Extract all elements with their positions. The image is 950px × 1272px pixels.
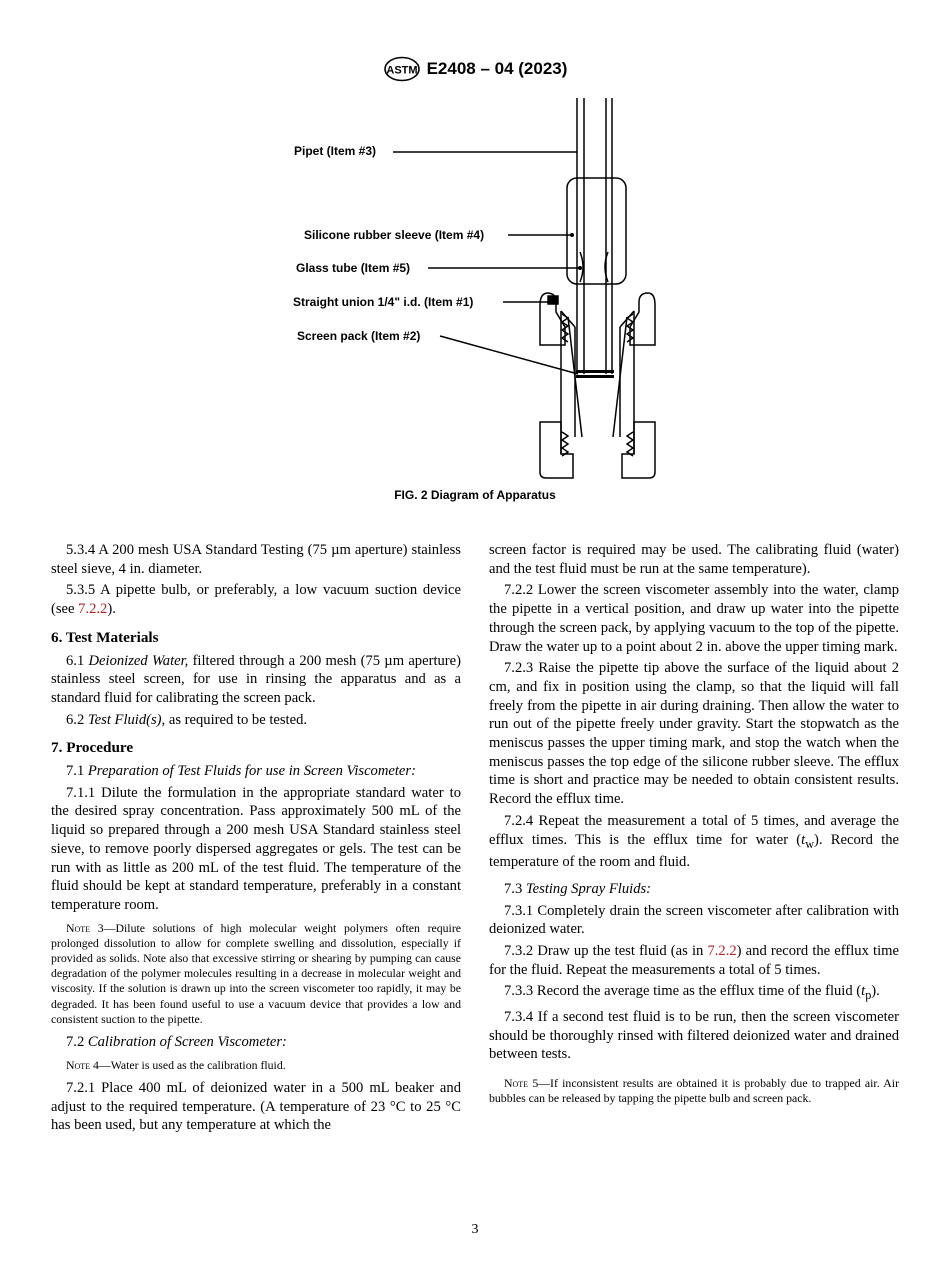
para-7-2-3: 7.2.3 Raise the pipette tip above the surface of the liquid about 2 cm, and fix in position using the clamp, so that the liquid will fall freely from the pipette in air during draining. Then allow the water to run out of the pipette freely under gravity. Start the stopwatch as the meniscus passes the upper timing mark, and stop the watch when the meniscus passes the top edge of the silicone rubber sleeve. The efflux time is short and practice may be needed to obtain consistent results. Record the efflux time.	[489, 660, 899, 808]
ref-link-7-2-2[interactable]: 7.2.2	[707, 942, 737, 959]
para-7-2-1: 7.2.1 Place 400 mL of deionized water in a 500 mL beaker and adjust to the required temperature. (A temperature of 23 °C to 25 °C has been used, but any temperature at which the	[51, 1079, 461, 1134]
page-header	[0, 56, 950, 87]
para-5-3-5: 5.3.5 A pipette bulb, or preferably, a low vacuum suction device (see 7.2.2).	[51, 582, 461, 618]
para-7-3-4: 7.3.4 If a second test fluid is to be run, then the screen viscometer should be thoroughly rinsed with filtered deionized water and drained between tests.	[489, 1008, 899, 1063]
para-7-3-3: 7.3.3 Record the average time as the efflux time of the fluid $(t_p)$.	[504, 983, 880, 1003]
para-7-3-2: 7.3.2 Draw up the test fluid (as in 7.2.2) and record the efflux time for the fluid. Repeat the measurements a total of 5 times.	[489, 942, 899, 978]
para-7-2: 7.2 Calibration of Screen Viscometer:	[66, 1034, 287, 1051]
label-glass-tube: Glass tube (Item #5)	[296, 261, 411, 275]
page-number: 3	[471, 1222, 479, 1237]
section-heading-7: 7. Procedure	[51, 739, 134, 757]
label-pipet: Pipet (Item #3)	[294, 144, 377, 158]
figure-caption: FIG. 2 Diagram of Apparatus	[394, 488, 556, 502]
label-union: Straight union 1/4" i.d. (Item #1)	[293, 295, 474, 309]
para-5-3-4: 5.3.4 A 200 mesh USA Standard Testing (75 µm aperture) stainless steel sieve, 4 in. diameter.	[51, 542, 461, 577]
ref-link-7-2-2[interactable]: 7.2.2	[78, 601, 108, 618]
section-heading-6: 6. Test Materials	[51, 628, 159, 646]
para-6-1: 6.1 Deionized Water, filtered through a 200 mesh (75 µm aperture) stainless steel screen, for use in rinsing the apparatus and as a standard fluid for calibrating the screen pack.	[51, 652, 461, 706]
para-6-2: 6.2 Test Fluid(s), as required to be tested.	[66, 711, 308, 728]
label-screen-pack: Screen pack (Item #2)	[297, 329, 421, 343]
para-7-3: 7.3 Testing Spray Fluids:	[504, 880, 652, 897]
para-7-2-2: 7.2.2 Lower the screen viscometer assembly into the water, clamp the pipette in a vertical position, and draw up water into the pipette through the screen pack, by applying vacuum to the top of the pipette. Draw the water up to a point about 2 in. above the upper timing mark.	[489, 582, 899, 655]
note-4: Note 4—Water is used as the calibration fluid.	[66, 1057, 286, 1072]
astm-logo-icon	[383, 56, 421, 82]
svg-text:ASTM: ASTM	[385, 64, 418, 77]
label-sleeve: Silicone rubber sleeve (Item #4)	[304, 228, 485, 242]
apparatus-diagram	[0, 92, 950, 492]
note-3: Note 3—Dilute solutions of high molecular weight polymers often require prolonged dissolution to allow for complete swelling and dissolution, especially if provided as solids. Note also that excessive stirring or shearing by pumping can cause degradation of the polymer molecules resulting in a decrease in molecular weight and viscosity. If the solution is drawn up into the screen viscometer too rapidly, it may be degraded. It has been found useful to use a vacuum device that provides a low and consistent suction to the pipette.	[51, 920, 462, 1026]
note-5: Note 5—If inconsistent results are obtained it is probably due to trapped air. Air bubbles can be released by tapping the pipette bulb and screen pack.	[489, 1076, 899, 1106]
para-7-3-1: 7.3.1 Completely drain the screen viscometer after calibration with deionized water.	[489, 902, 899, 938]
apparatus-figure	[0, 92, 950, 492]
para-7-1-1: 7.1.1 Dilute the formulation in the appropriate standard water to the desired spray concentration. Pass approximately 500 mL of the liquid so prepared through a 200 mesh USA Standard stainless steel sieve, to remove poorly dispersed aggregates or gels. The test can be run with as little as 200 mL of the test fluid. The temperature of the fluid should be kept at standard temperature, preferably in a constant temperature room.	[51, 784, 461, 913]
right-column	[489, 541, 899, 1113]
standard-designation: E2408 – 04 (2023)	[426, 59, 568, 78]
left-column	[51, 541, 461, 1138]
para-7-2-4: 7.2.4 Repeat the measurement a total of 5 times, and average the efflux times. This is the efflux time for water $(t_w)$. Record the temperature of the room and fluid.	[489, 812, 899, 871]
para-7-2-1-continued: screen factor is required may be used. The calibrating fluid (water) and the test fluid must be run at the same temperature).	[489, 542, 899, 577]
para-7-1: 7.1 Preparation of Test Fluids for use in Screen Viscometer:	[66, 763, 416, 780]
